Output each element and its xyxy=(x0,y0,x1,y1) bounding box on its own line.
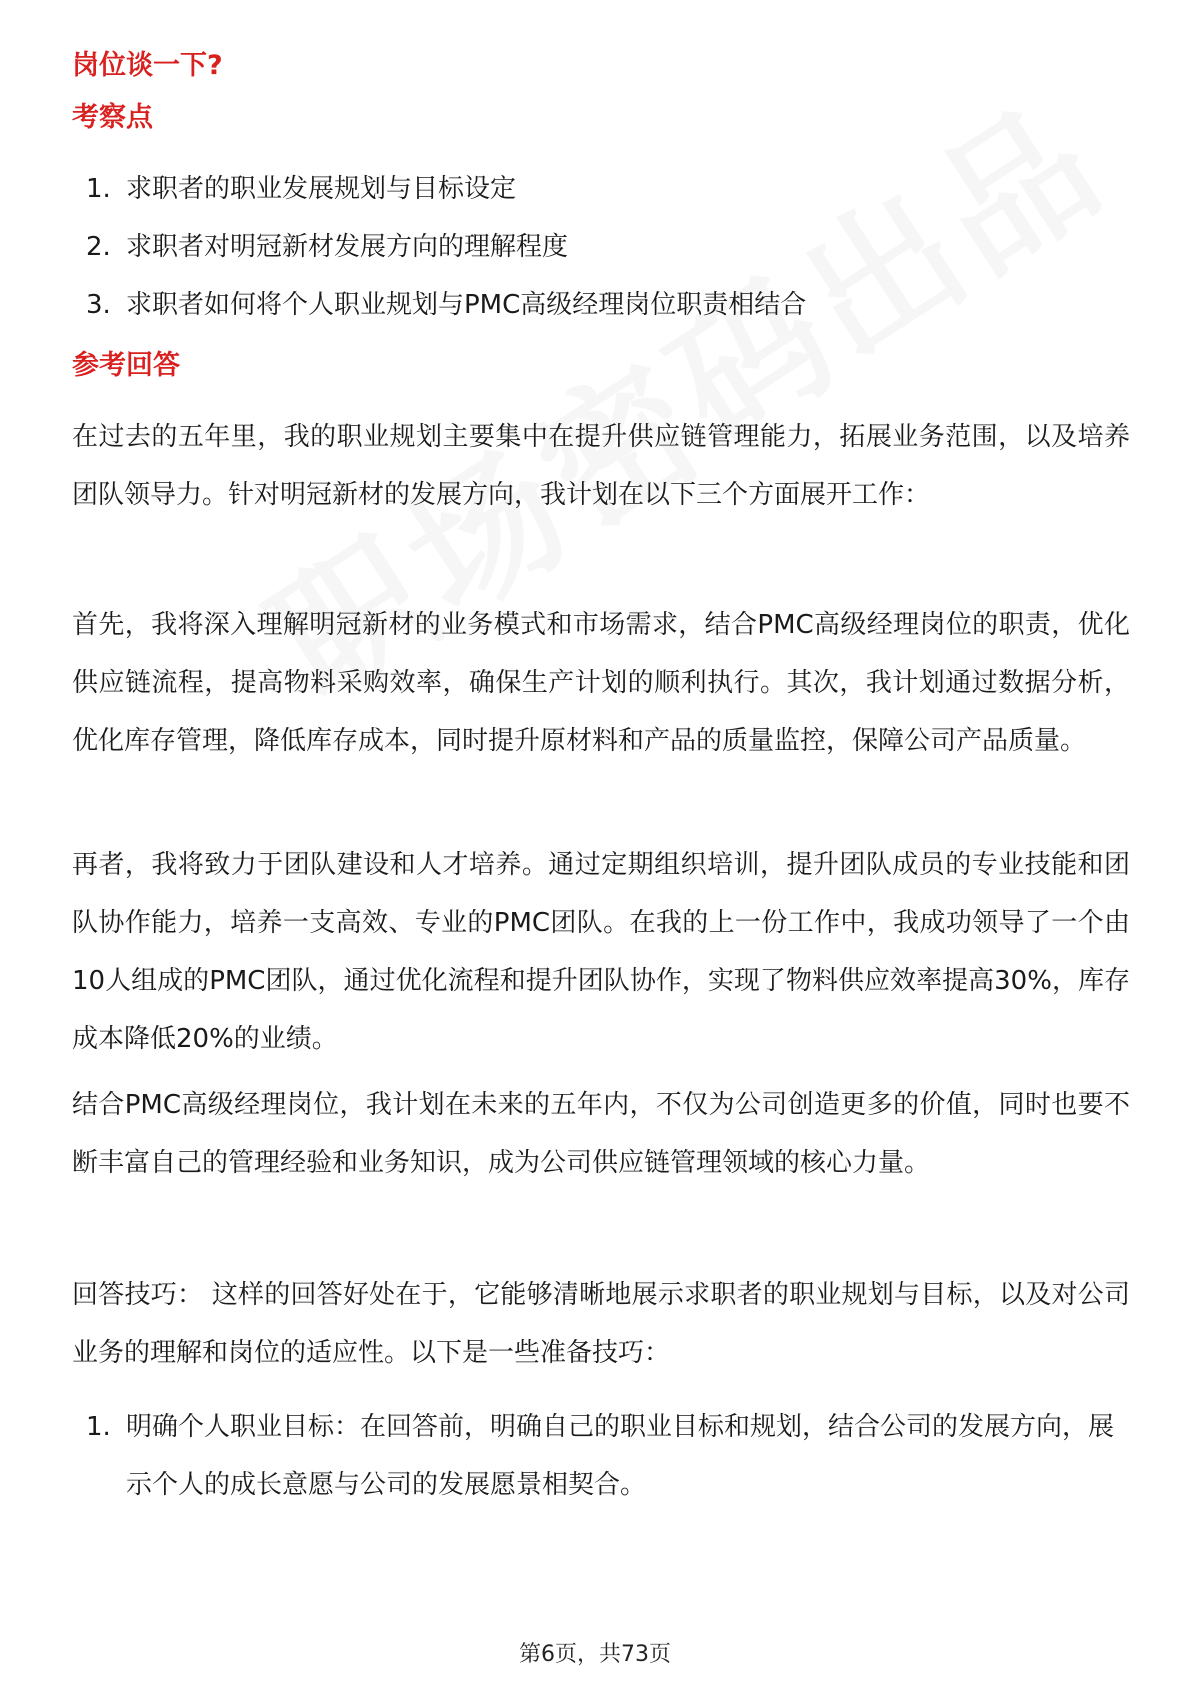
question-heading: 岗位谈一下? xyxy=(72,50,223,81)
assessment-list xyxy=(72,160,1132,334)
list-item: 3. 求职者如何将个人职业规划与PMC高级经理岗位职责相结合 xyxy=(86,290,807,320)
list-item: 1. 求职者的职业发展规划与目标设定 xyxy=(86,174,517,204)
answer-paragraph: 结合PMC高级经理岗位，我计划在未来的五年内，不仅为公司创造更多的价值，同时也要不断丰富自己的管理经验和业务知识，成为公司供应链管理领域的核心力量。 xyxy=(72,1090,1130,1178)
answer-paragraph: 在过去的五年里，我的职业规划主要集中在提升供应链管理能力，拓展业务范围，以及培养团队领导力。针对明冠新材的发展方向，我计划在以下三个方面展开工作： xyxy=(72,422,1130,510)
answer-paragraph: 再者，我将致力于团队建设和人才培养。通过定期组织培训，提升团队成员的专业技能和团队协作能力，培养一支高效、专业的PMC团队。在我的上一份工作中，我成功领导了一个由10人组成的PMC团队，通过优化流程和提升团队协作，实现了物料供应效率提高30%，库存成本降低20%的业绩。 xyxy=(72,850,1130,1054)
answer-tips-intro: 回答技巧： 这样的回答好处在于，它能够清晰地展示求职者的职业规划与目标，以及对公司业务的理解和岗位的适应性。以下是一些准备技巧： xyxy=(72,1280,1130,1368)
answer-paragraph: 首先，我将深入理解明冠新材的业务模式和市场需求，结合PMC高级经理岗位的职责，优化供应链流程，提高物料采购效率，确保生产计划的顺利执行。其次，我计划通过数据分析，优化库存管理，降低库存成本，同时提升原材料和产品的质量监控，保障公司产品质量。 xyxy=(72,610,1130,756)
section-title-answer: 参考回答 xyxy=(72,350,180,381)
page-number: 第6页，共73页 xyxy=(519,1642,671,1667)
list-item: 2. 求职者对明冠新材发展方向的理解程度 xyxy=(86,232,569,262)
tip-item: 1. 明确个人职业目标：在回答前，明确自己的职业目标和规划，结合公司的发展方向，展示个人的成长意愿与公司的发展愿景相契合。 xyxy=(86,1412,1115,1500)
section-title-assessment: 考察点 xyxy=(72,102,153,133)
